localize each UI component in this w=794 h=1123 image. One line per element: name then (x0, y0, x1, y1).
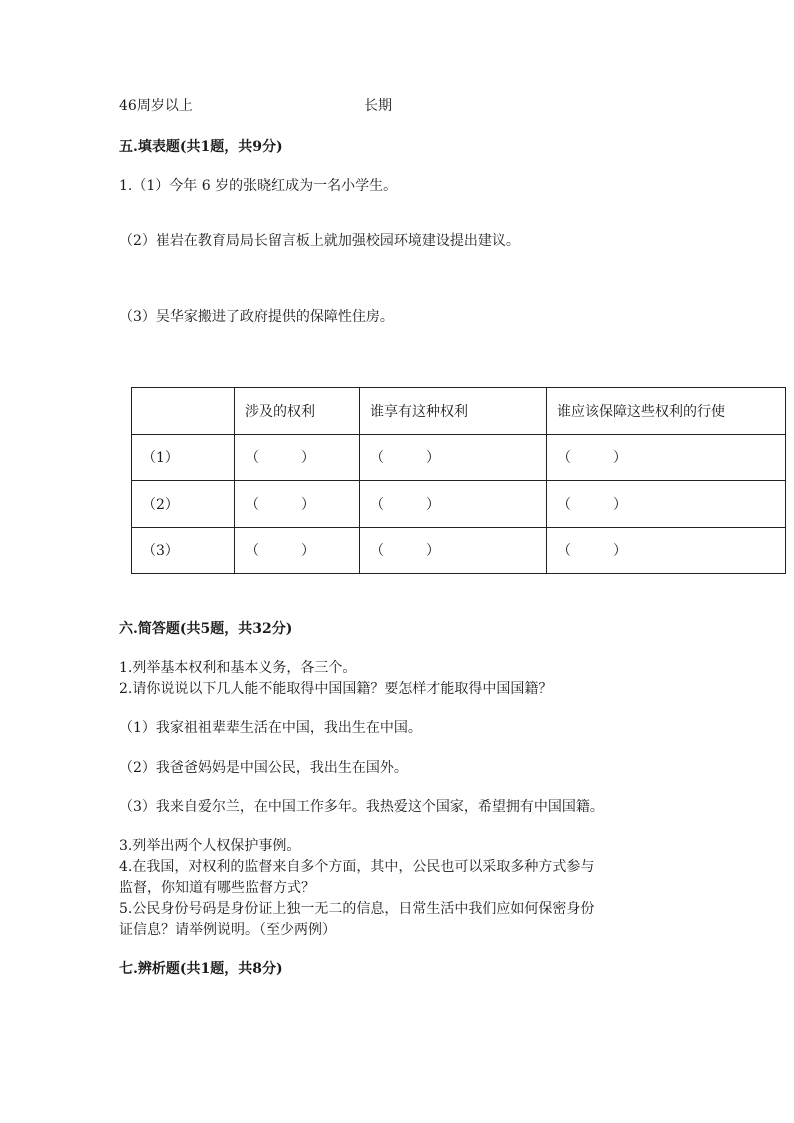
section6-line: 2.请你说说以下几人能不能取得中国国籍？要怎样才能取得中国国籍？ (119, 681, 553, 697)
section5-heading: 五.填表题(共1题，共9分) (119, 139, 283, 155)
table-cell: （ ） (360, 434, 547, 481)
answer-table (131, 387, 786, 574)
section5-item-3: （3）吴华家搬进了政府提供的保障性住房。 (119, 309, 394, 325)
table-cell: （ ） (547, 434, 786, 481)
section6-line: （3）我来自爱尔兰，在中国工作多年。我热爱这个国家，希望拥有中国国籍。 (119, 799, 604, 815)
top-line-left: 46周岁以上 (119, 98, 193, 114)
table-cell: （ ） (547, 527, 786, 574)
section5-item-2: （2）崔岩在教育局局长留言板上就加强校园环境建设提出建议。 (119, 233, 520, 249)
section7-heading: 七.辨析题(共1题，共8分) (119, 961, 283, 977)
table-cell: （ ） (235, 434, 360, 481)
section6-line: 1.列举基本权利和基本义务，各三个。 (119, 660, 357, 676)
table-row (132, 481, 786, 528)
table-cell: （ ） (235, 527, 360, 574)
table-cell: （ ） (360, 527, 547, 574)
section5-item-1: 1.（1）今年 6 岁的张晓红成为一名小学生。 (119, 178, 398, 194)
section6-line: （1）我家祖祖辈辈生活在中国，我出生在中国。 (119, 720, 422, 736)
section6-line: 证信息？请举例说明。（至少两例） (119, 922, 336, 938)
table-cell: （ ） (547, 481, 786, 528)
section6-line: 3.列举出两个人权保护事例。 (119, 838, 301, 854)
section6-line: 5.公民身份号码是身份证上独一无二的信息，日常生活中我们应如何保密身份 (119, 901, 595, 917)
section6-line: 4.在我国，对权利的监督来自多个方面，其中，公民也可以采取多种方式参与 (119, 859, 595, 875)
table-cell: （3） (132, 527, 235, 574)
table-cell: （ ） (235, 481, 360, 528)
table-cell: （2） (132, 481, 235, 528)
table-cell: （1） (132, 434, 235, 481)
table-header-cell: 谁享有这种权利 (360, 388, 547, 435)
table-row (132, 527, 786, 574)
table-header-cell: 谁应该保障这些权利的行使 (547, 388, 786, 435)
section6-heading: 六.简答题(共5题，共32分) (119, 621, 293, 637)
table-header-cell: 涉及的权利 (235, 388, 360, 435)
top-line-right: 长期 (364, 98, 392, 114)
table-row (132, 434, 786, 481)
section6-line: 监督，你知道有哪些监督方式？ (119, 880, 315, 896)
table-header-row (132, 388, 786, 435)
section6-line: （2）我爸爸妈妈是中国公民，我出生在国外。 (119, 760, 408, 776)
table-header-cell (132, 388, 235, 435)
table-cell: （ ） (360, 481, 547, 528)
